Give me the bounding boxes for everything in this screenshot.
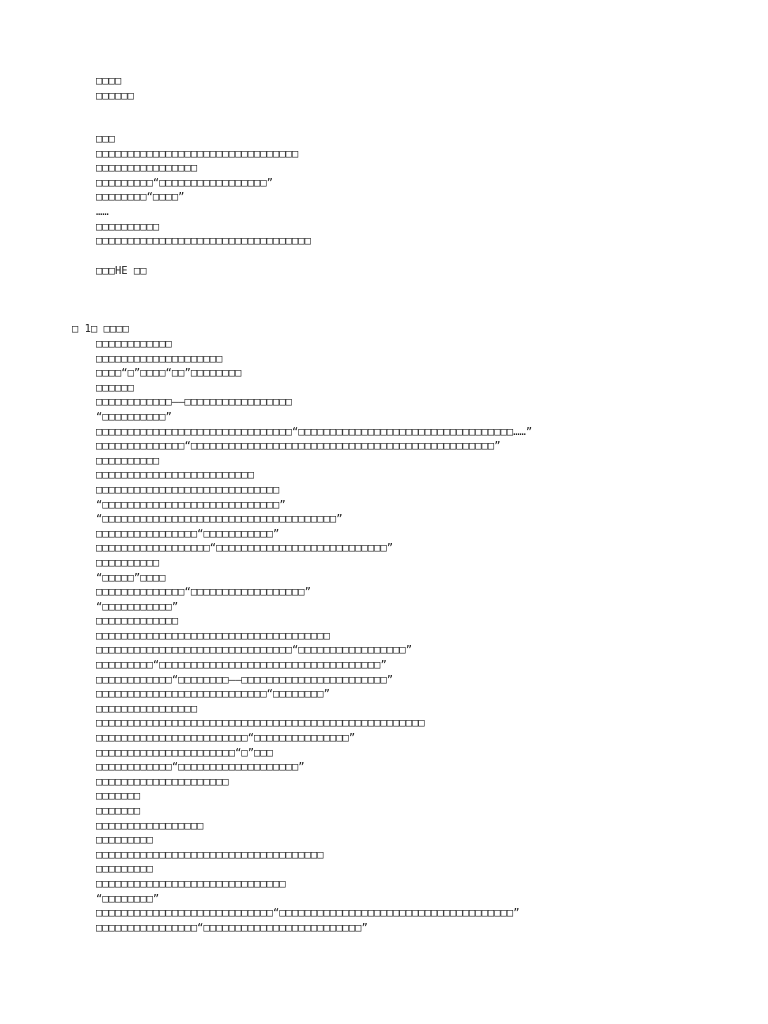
chapter-line: □□□□□□□□□□□□□□□□□□□□□□□□□□□□□ bbox=[96, 483, 280, 496]
intro-line: □□□□□□□□□“□□□□□□□□□□□□□□□□□” bbox=[96, 176, 274, 189]
chapter-line: □□□□□□□□□□ bbox=[96, 454, 160, 467]
he-line-block bbox=[96, 264, 147, 279]
header-line: □□□□□□ bbox=[96, 89, 134, 102]
chapter-line: □□□□□□□□□□□□□□□□□ bbox=[96, 819, 204, 832]
chapter-line: □□□□□□□□□□ bbox=[96, 556, 160, 569]
chapter-line: □□□□□□□□□“□□□□□□□□□□□□□□□□□□□□□□□□□□□□□□□□□□□” bbox=[96, 659, 387, 672]
he-line: □□□HE □□ bbox=[96, 265, 147, 277]
header-line: □□□□ bbox=[96, 75, 122, 87]
chapter-line: “□□□□□□□□□□□□□□□□□□□□□□□□□□□□□□□□□□□□□” bbox=[96, 513, 343, 526]
chapter-line: □□□□□□□□□ bbox=[96, 863, 153, 876]
chapter-line: □□□□“□”□□□□“□□”□□□□□□□□ bbox=[96, 367, 242, 380]
chapter-line: □□□□□□□□□□□□ bbox=[96, 338, 172, 350]
chapter-line: □□□□□□□□□□□□□□“□□□□□□□□□□□□□□□□□□” bbox=[96, 586, 311, 599]
chapter-line: □□□□□□□□□□□□□□□□□□□□□□□□□□□□□□□□□□□□□ bbox=[96, 629, 330, 642]
header-block bbox=[96, 74, 134, 103]
chapter-line: □□□□□□□□□□□□□□“□□□□□□□□□□□□□□□□□□□□□□□□□□□□□□□□□□□□□□□□□□□□□□□□” bbox=[96, 440, 501, 453]
chapter-line: □□□□□□□□□□□□□□□□“□□□□□□□□□□□□□□□□□□□□□□□□□” bbox=[96, 921, 368, 934]
chapter-body bbox=[96, 337, 532, 935]
chapter-line: □□□□□□□□□□□□——□□□□□□□□□□□□□□□□□ bbox=[96, 396, 292, 409]
chapter-line: □□□□□□□□□□□□□□□□□□□□□□□□□ bbox=[96, 469, 255, 482]
chapter-line: □□□□□□□□□□□□“□□□□□□□□——□□□□□□□□□□□□□□□□□□□□□□□” bbox=[96, 673, 394, 686]
chapter-line: □□□□□□□□□□□□□□□□□□□□□□□□□□□□□□□□□□□□ bbox=[96, 848, 324, 861]
intro-line: □□□□□□□□□□□□□□□□□□□□□□□□□□□□□□□□□□ bbox=[96, 235, 311, 248]
chapter-line: □□□□□□□ bbox=[96, 805, 141, 817]
intro-block bbox=[96, 132, 311, 249]
chapter-line: □□□□□□ bbox=[96, 381, 134, 394]
chapter-line: □□□□□□□□□□□□□□□□“□□□□□□□□□□□” bbox=[96, 527, 280, 540]
chapter-line: □□□□□□□□□□□□□□□□□□□□□□□□□□□□□□□“□□□□□□□□□□□□□□□□□” bbox=[96, 644, 413, 657]
chapter-line: □□□□□□□□□□□□□□□□□□□□ bbox=[96, 352, 223, 365]
chapter-line: □□□□□□□□□□□□□□□□□□□□□□□□□□□□□□□“□□□□□□□□□□□□□□□□□□□□□□□□□□□□□□□□□□……” bbox=[96, 425, 533, 438]
intro-line: □□□□□□□□□□□□□□□□ bbox=[96, 162, 198, 175]
chapter-line: □□□□□□□ bbox=[96, 790, 141, 803]
chapter-line: “□□□□□□□□□□” bbox=[96, 410, 172, 423]
chapter-heading-block bbox=[72, 322, 129, 337]
chapter-line: □□□□□□□□□□□□□□□□□□□□□□□□□□□□□□ bbox=[96, 877, 286, 890]
intro-line: □□□□□□□□□□□□□□□□□□□□□□□□□□□□□□□□ bbox=[96, 147, 299, 160]
intro-line: □□□ bbox=[96, 133, 115, 145]
chapter-line: □□□□□□□□□□□□“□□□□□□□□□□□□□□□□□□□” bbox=[96, 761, 305, 774]
chapter-line: □□□□□□□□□□□□□□□□□□□□□□“□”□□□ bbox=[96, 746, 274, 759]
chapter-line: □□□□□□□□□□□□□□□□□□□□□□□□□□□□“□□□□□□□□□□□□□□□□□□□□□□□□□□□□□□□□□□□□□” bbox=[96, 907, 520, 920]
chapter-heading: □ 1□ □□□□ bbox=[72, 323, 129, 335]
chapter-line: □□□□□□□□□□□□□□□□ bbox=[96, 702, 198, 715]
intro-line: …… bbox=[96, 205, 109, 218]
chapter-line: “□□□□□□□□□□□” bbox=[96, 600, 179, 613]
chapter-line: □□□□□□□□□□□□□□□□□□□□□□□□□□□□□□□□□□□□□□□□□□□□□□□□□□□□ bbox=[96, 717, 425, 730]
chapter-line: □□□□□□□□□ bbox=[96, 834, 153, 847]
chapter-line: “□□□□□□□□” bbox=[96, 892, 160, 905]
chapter-line: □□□□□□□□□□□□□ bbox=[96, 615, 179, 628]
chapter-line: □□□□□□□□□□□□□□□□□□□□□□□□“□□□□□□□□□□□□□□□” bbox=[96, 732, 356, 745]
intro-line: □□□□□□□□“□□□□” bbox=[96, 191, 185, 204]
intro-line: □□□□□□□□□□ bbox=[96, 220, 160, 233]
chapter-line: “□□□□□□□□□□□□□□□□□□□□□□□□□□□□” bbox=[96, 498, 286, 511]
chapter-line: □□□□□□□□□□□□□□□□□□□□□□□□□□□“□□□□□□□□” bbox=[96, 688, 330, 701]
chapter-line: □□□□□□□□□□□□□□□□□□□□□ bbox=[96, 775, 229, 788]
chapter-line: “□□□□□”□□□□ bbox=[96, 571, 166, 584]
chapter-line: □□□□□□□□□□□□□□□□□□“□□□□□□□□□□□□□□□□□□□□□□□□□□□” bbox=[96, 542, 394, 555]
